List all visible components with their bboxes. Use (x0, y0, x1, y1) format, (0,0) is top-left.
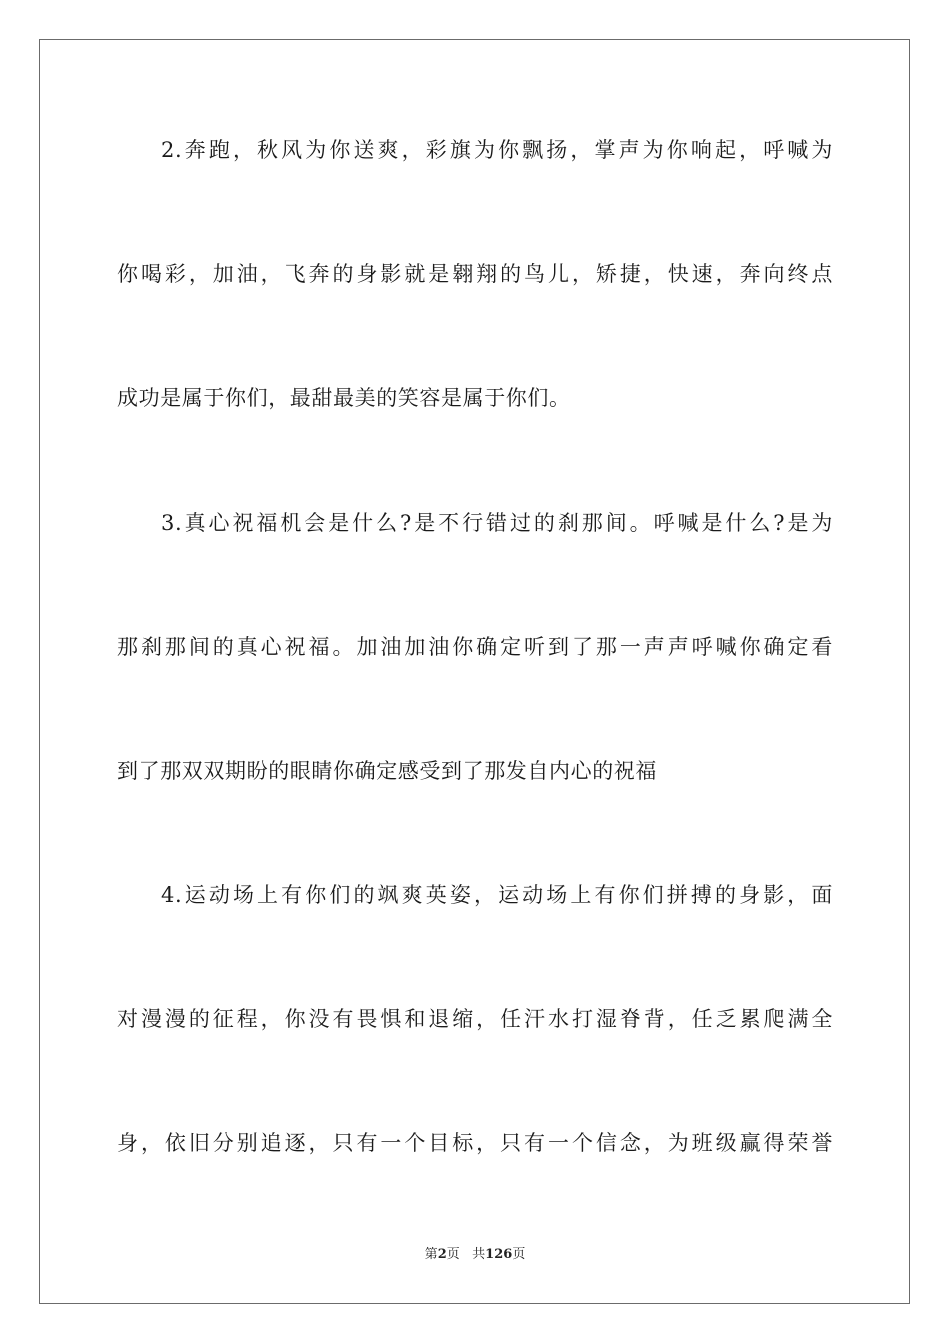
paragraph-2-line-2: 你喝彩，加油，飞奔的身影就是翱翔的鸟儿，矫捷，快速，奔向终点 (117, 262, 833, 286)
page-suffix: 页 (446, 1247, 460, 1262)
paragraph-4-line-1: 4.运动场上有你们的飒爽英姿，运动场上有你们拼搏的身影，面 (161, 883, 833, 907)
paragraph-3-line-3: 到了那双双期盼的眼睛你确定感受到了那发自内心的祝福 (117, 759, 657, 783)
paragraph-4-line-3: 身，依旧分别追逐，只有一个目标，只有一个信念，为班级赢得荣誉 (117, 1131, 833, 1155)
paragraph-3-line-2: 那刹那间的真心祝福。加油加油你确定听到了那一声声呼喊你确定看 (117, 635, 833, 659)
paragraph-3-line-1: 3.真心祝福机会是什么?是不行错过的刹那间。呼喊是什么?是为 (161, 511, 833, 535)
paragraph-2-line-3: 成功是属于你们，最甜最美的笑容是属于你们。 (117, 386, 571, 410)
page-number: 2 (437, 1247, 447, 1262)
page-footer (0, 1245, 950, 1265)
page-prefix: 第 (424, 1247, 438, 1262)
paragraph-2-line-1: 2.奔跑，秋风为你送爽，彩旗为你飘扬，掌声为你响起，呼喊为 (161, 138, 833, 162)
total-suffix: 页 (512, 1247, 526, 1262)
page-border (39, 39, 910, 1304)
total-pages: 126 (485, 1247, 513, 1262)
total-prefix: 共 (472, 1247, 486, 1262)
paragraph-4-line-2: 对漫漫的征程，你没有畏惧和退缩，任汗水打湿脊背，任乏累爬满全 (117, 1007, 833, 1031)
